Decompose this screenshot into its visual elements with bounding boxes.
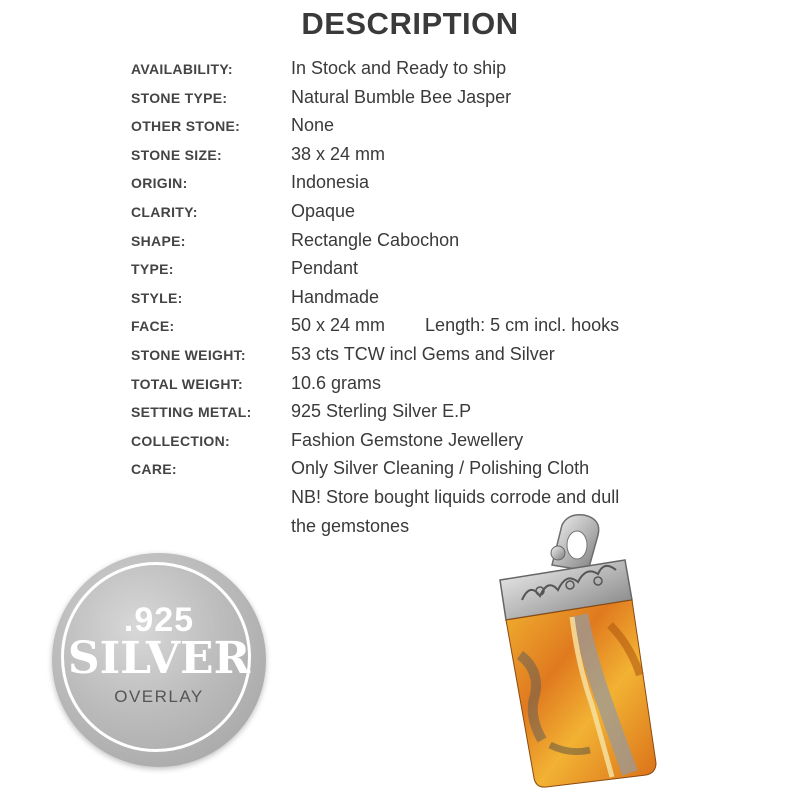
spec-value xyxy=(291,311,619,340)
spec-value: Opaque xyxy=(291,200,356,221)
spec-row-stone-type xyxy=(131,83,691,112)
spec-label: STYLE: xyxy=(131,289,183,306)
spec-value: Handmade xyxy=(291,286,380,307)
spec-value: Rectangle Cabochon xyxy=(291,229,460,250)
spec-row-clarity xyxy=(131,197,691,226)
spec-label: STONE WEIGHT: xyxy=(131,346,246,363)
specs-table xyxy=(131,54,691,540)
badge-word: SILVER xyxy=(67,633,251,684)
spec-label: ORIGIN: xyxy=(131,175,188,192)
face-size: 50 x 24 mm xyxy=(291,315,386,336)
spec-label: CARE: xyxy=(131,461,177,478)
badge-number: .925 xyxy=(123,601,195,639)
spec-value: Natural Bumble Bee Jasper xyxy=(291,86,512,107)
spec-value: Only Silver Cleaning / Polishing Cloth xyxy=(291,458,590,479)
spec-label: FACE: xyxy=(131,318,175,335)
spec-row-availability xyxy=(131,54,691,83)
spec-value: None xyxy=(291,115,335,136)
spec-row-stone-size xyxy=(131,140,691,169)
spec-value: In Stock and Ready to ship xyxy=(291,58,507,78)
spec-label: OTHER STONE: xyxy=(131,118,241,135)
spec-value: 925 Sterling Silver E.P xyxy=(291,401,472,422)
badge-sub: OVERLAY xyxy=(114,687,204,706)
spec-label: STONE TYPE: xyxy=(131,89,228,106)
spec-label: SHAPE: xyxy=(131,232,186,249)
pendant-illustration xyxy=(480,505,660,790)
spec-value: Pendant xyxy=(291,258,359,279)
spec-row-setting-metal xyxy=(131,397,691,426)
pendant-stone xyxy=(506,600,656,787)
spec-row-style xyxy=(131,283,691,312)
spec-label: STONE SIZE: xyxy=(131,146,222,163)
spec-label: TYPE: xyxy=(131,261,174,278)
spec-row-care xyxy=(131,454,691,483)
care-note: the gemstones xyxy=(291,515,410,536)
spec-label: TOTAL WEIGHT: xyxy=(131,375,244,392)
spec-row-shape xyxy=(131,226,691,255)
face-length: Length: 5 cm incl. hooks xyxy=(425,315,620,336)
spec-row-total-weight xyxy=(131,369,691,398)
spec-label: AVAILABILITY: xyxy=(131,61,233,77)
spec-label: SETTING METAL: xyxy=(131,404,252,421)
spec-row-type xyxy=(131,254,691,283)
spec-value: Indonesia xyxy=(291,172,370,193)
spec-row-other-stone xyxy=(131,111,691,140)
care-note: NB! Store bought liquids corrode and dull xyxy=(291,486,620,507)
spec-row-stone-weight xyxy=(131,340,691,369)
spec-row-face xyxy=(131,311,691,340)
spec-row-origin xyxy=(131,168,691,197)
spec-row-collection xyxy=(131,426,691,455)
pendant-image xyxy=(480,505,660,790)
pendant-bail xyxy=(551,515,599,571)
spec-value: 38 x 24 mm xyxy=(291,143,386,164)
spec-label: COLLECTION: xyxy=(131,432,230,449)
spec-value: Fashion Gemstone Jewellery xyxy=(291,429,524,450)
page-title: DESCRIPTION xyxy=(301,6,519,41)
spec-value: 53 cts TCW incl Gems and Silver xyxy=(291,343,555,364)
spec-value: 10.6 grams xyxy=(291,372,382,393)
spec-label: CLARITY: xyxy=(131,203,198,220)
silver-overlay-badge xyxy=(52,553,266,767)
